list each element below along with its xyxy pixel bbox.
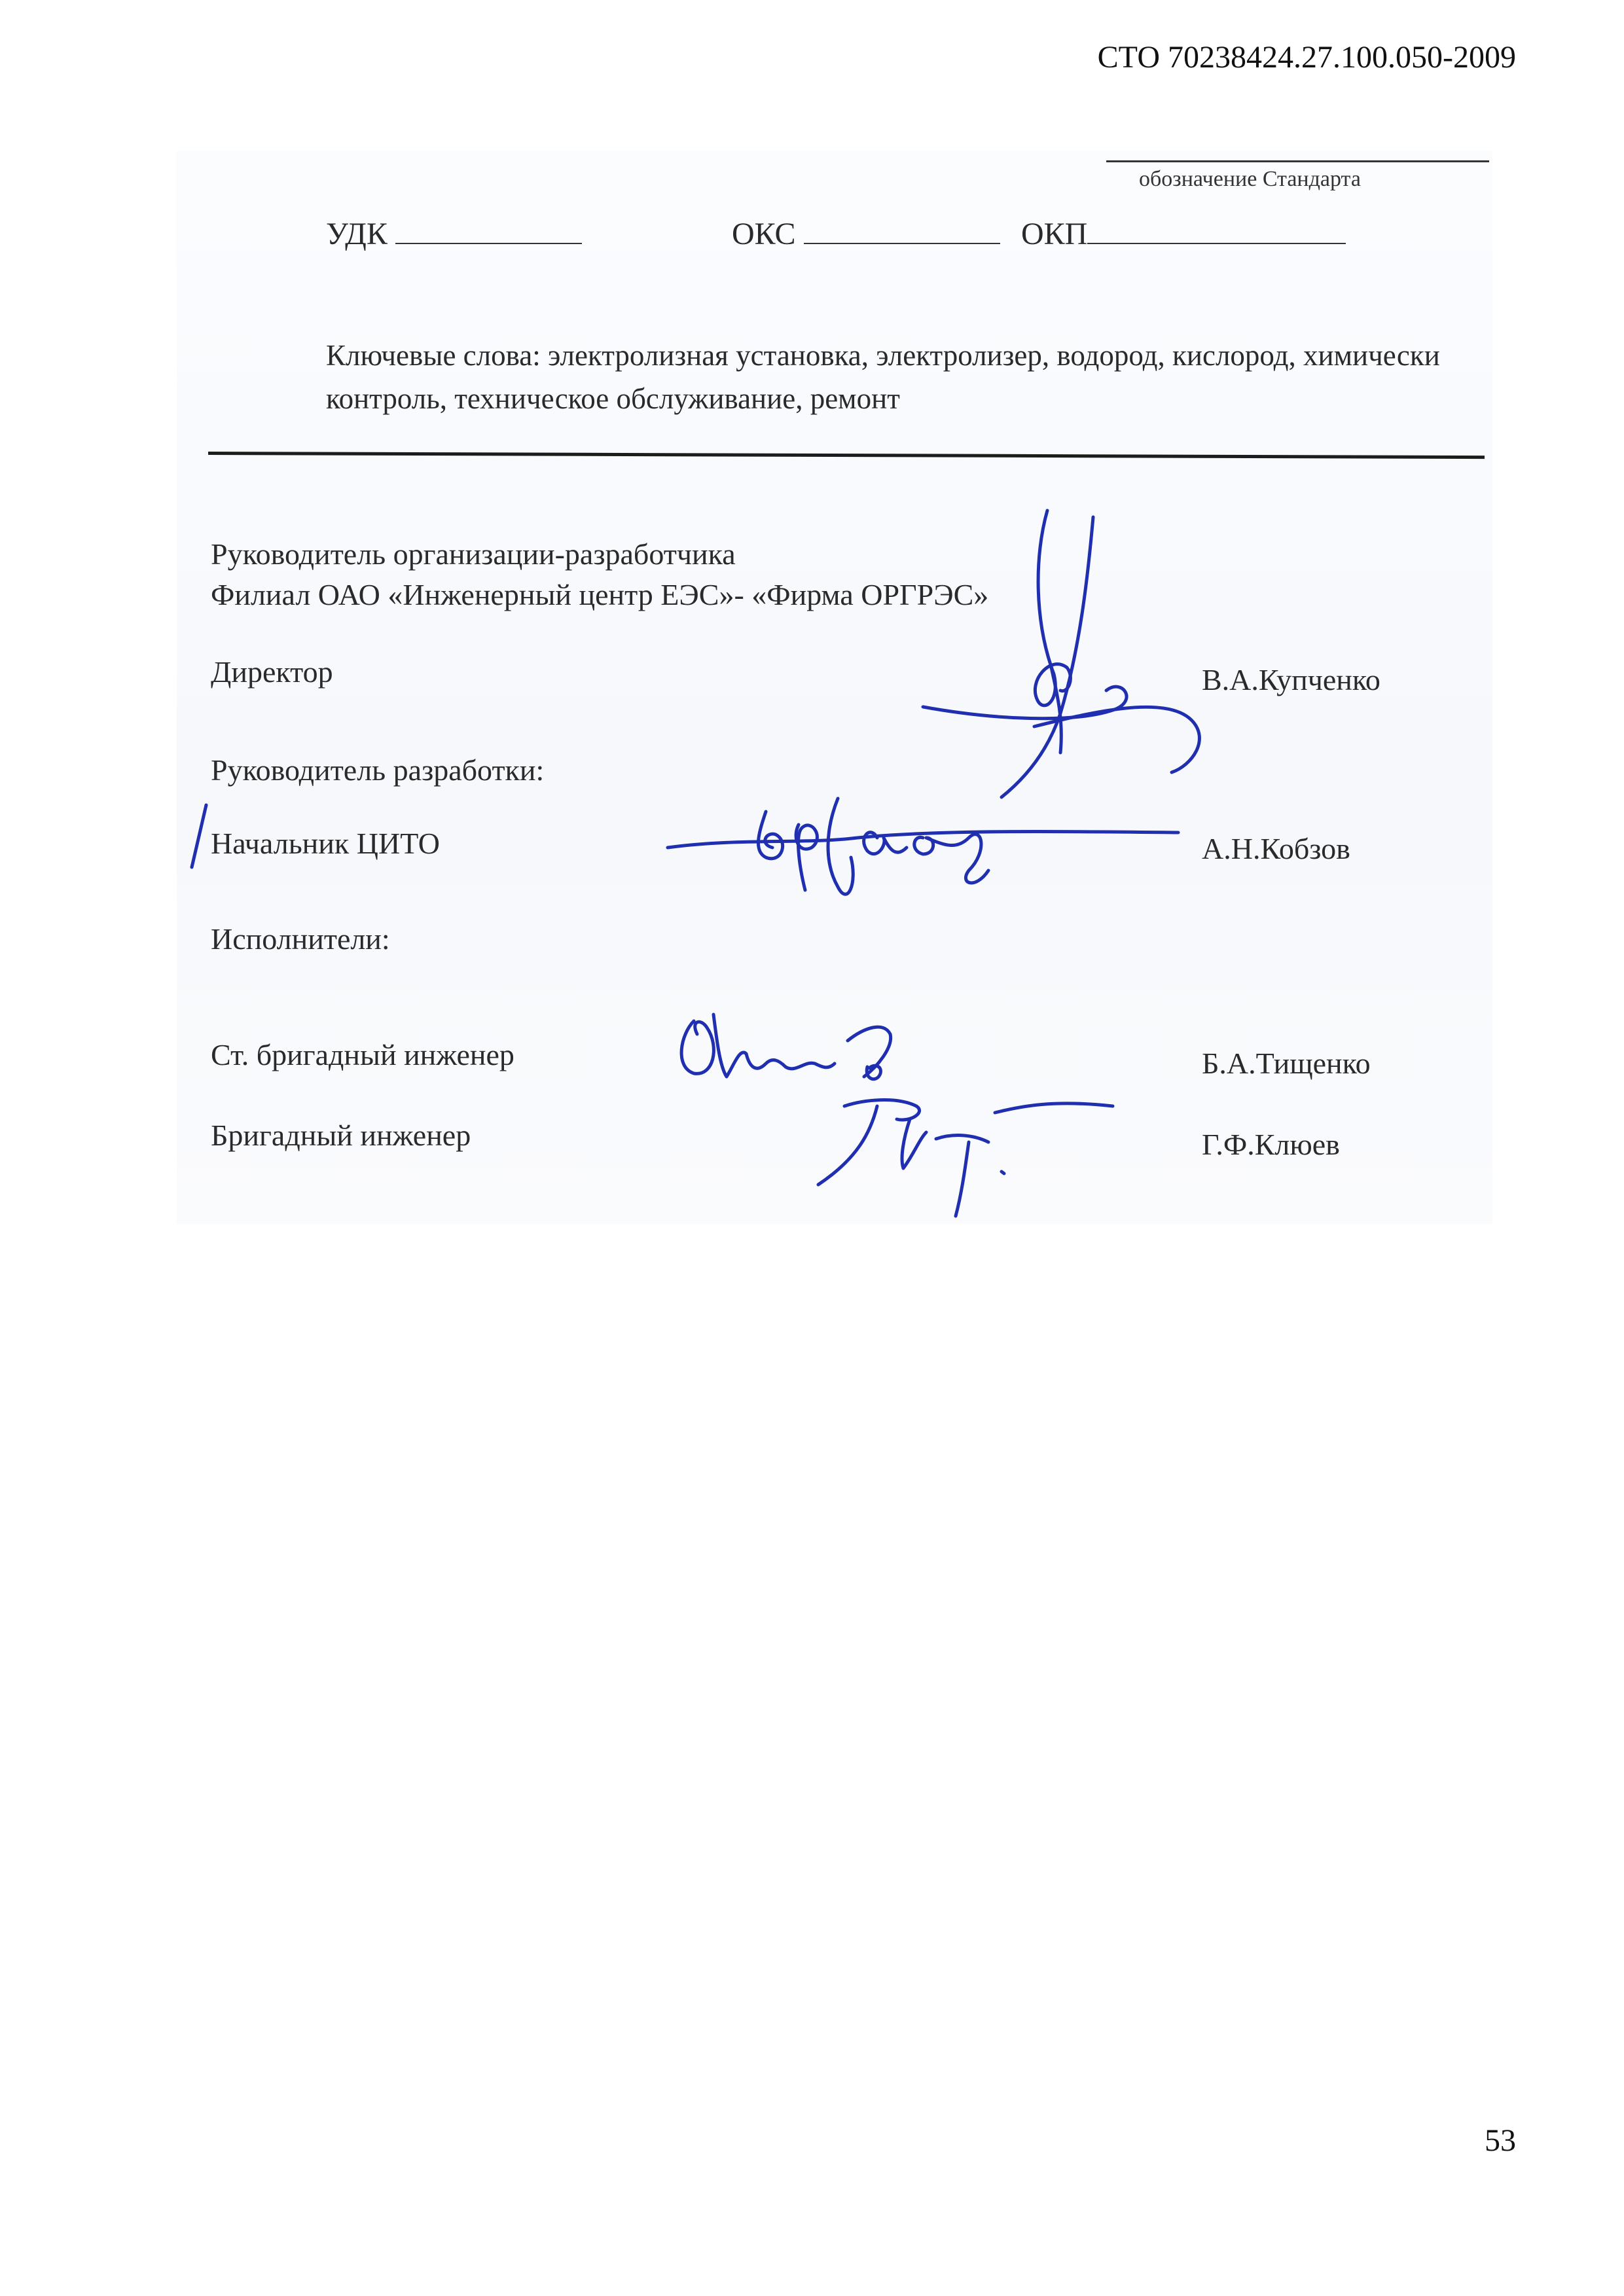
udk-field xyxy=(326,216,582,252)
executor-1-signature xyxy=(668,995,943,1100)
keywords-line-1: Ключевые слова: электролизная установка, электролизер, водород, кислород, химически xyxy=(326,339,1440,372)
designation-line xyxy=(1106,160,1489,162)
keywords-block xyxy=(326,334,1491,420)
development-signature xyxy=(661,772,1185,929)
executor-1-name: Б.А.Тищенко xyxy=(1202,1047,1371,1080)
development-position: Начальник ЦИТО xyxy=(211,827,440,860)
designation-label: обозначение Стандарта xyxy=(1139,167,1361,191)
okp-field xyxy=(1021,216,1346,252)
page-number: 53 xyxy=(1485,2123,1516,2158)
executor-2-signature xyxy=(805,1086,1119,1217)
okp-blank xyxy=(1087,217,1346,244)
oks-blank xyxy=(804,217,1000,244)
development-heading: Руководитель разработки: xyxy=(211,753,545,787)
oks-label: ОКС xyxy=(732,217,796,251)
director-position: Директор xyxy=(211,655,333,689)
udk-label: УДК xyxy=(326,217,388,251)
executor-2-name: Г.Ф.Клюев xyxy=(1202,1128,1340,1161)
margin-mark xyxy=(187,802,213,874)
oks-field xyxy=(732,216,1000,252)
document-code: СТО 70238424.27.100.050-2009 xyxy=(1097,40,1516,75)
director-name: В.А.Купченко xyxy=(1202,663,1380,696)
director-signature xyxy=(903,504,1218,798)
executor-1-position: Ст. бригадный инженер xyxy=(211,1038,514,1071)
executor-2-position: Бригадный инженер xyxy=(211,1119,471,1152)
keywords-line-2: контроль, техническое обслуживание, ремонт xyxy=(326,382,900,415)
udk-blank xyxy=(395,217,582,244)
okp-label: ОКП xyxy=(1021,217,1088,251)
org-role-line-1: Руководитель организации-разработчика xyxy=(211,537,736,571)
executors-heading: Исполнители: xyxy=(211,922,390,956)
org-role-line-2: Филиал ОАО «Инженерный центр ЕЭС»- «Фирма ОРГРЭС» xyxy=(211,578,989,611)
development-name: А.Н.Кобзов xyxy=(1202,832,1350,865)
